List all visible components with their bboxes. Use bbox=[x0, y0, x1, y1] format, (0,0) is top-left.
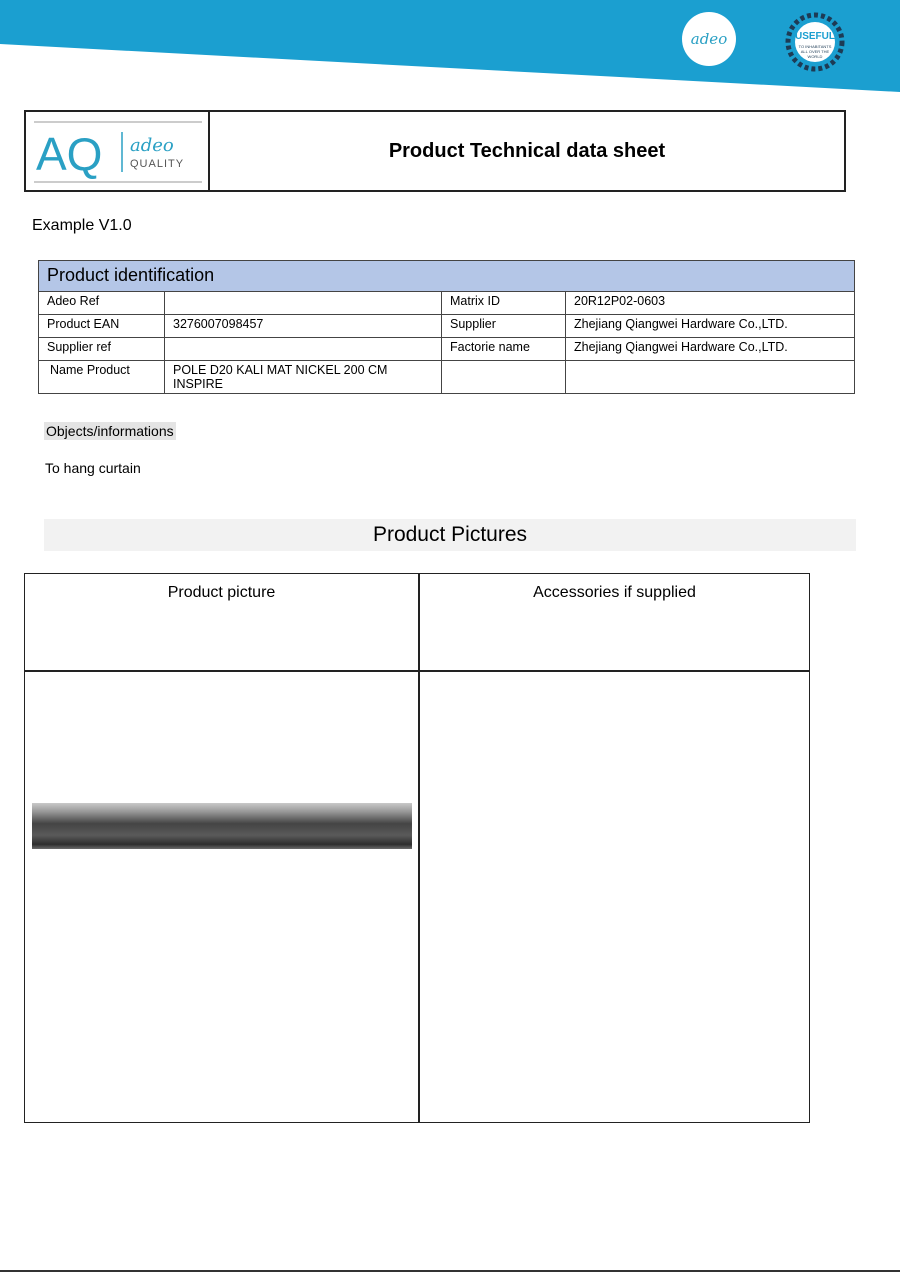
field-label: Adeo Ref bbox=[39, 292, 165, 315]
row-divider bbox=[25, 670, 809, 672]
field-label: Matrix ID bbox=[442, 292, 566, 315]
svg-text:USEFUL: USEFUL bbox=[795, 31, 835, 42]
field-value: 20R12P02-0603 bbox=[566, 292, 855, 315]
aq-logo-graphic bbox=[32, 120, 204, 184]
product-pictures-table bbox=[24, 573, 810, 1123]
product-picture-header: Product picture bbox=[167, 584, 276, 601]
table-row bbox=[39, 338, 855, 361]
identification-header-row bbox=[39, 261, 855, 292]
adeo-badge-logo: adeo bbox=[682, 12, 736, 66]
svg-text:AQ: AQ bbox=[36, 128, 103, 180]
field-value: POLE D20 KALI MAT NICKEL 200 CM INSPIRE bbox=[165, 361, 442, 394]
field-value: Zhejiang Qiangwei Hardware Co.,LTD. bbox=[566, 315, 855, 338]
field-value: 3276007098457 bbox=[165, 315, 442, 338]
svg-text:ALL OVER THE: ALL OVER THE bbox=[800, 49, 830, 54]
table-row bbox=[39, 315, 855, 338]
product-pictures-heading bbox=[44, 519, 856, 551]
field-value bbox=[566, 361, 855, 394]
page-bottom-rule bbox=[0, 1270, 900, 1272]
accessories-header: Accessories if supplied bbox=[533, 584, 696, 601]
field-label: Name Product bbox=[39, 361, 165, 394]
objects-text: To hang curtain bbox=[45, 460, 141, 476]
svg-text:QUALITY: QUALITY bbox=[130, 158, 185, 170]
svg-text:adeo: adeo bbox=[130, 135, 174, 156]
product-pictures-title: Product Pictures bbox=[372, 523, 528, 546]
useful-badge-logo bbox=[785, 12, 845, 72]
field-label: Product EAN bbox=[39, 315, 165, 338]
field-value bbox=[165, 292, 442, 315]
product-identification-table bbox=[38, 260, 855, 394]
svg-text:TO INHABITANTS: TO INHABITANTS bbox=[798, 44, 832, 49]
column-divider bbox=[418, 574, 420, 1122]
field-label: Supplier ref bbox=[39, 338, 165, 361]
table-row bbox=[39, 292, 855, 315]
field-value: Zhejiang Qiangwei Hardware Co.,LTD. bbox=[566, 338, 855, 361]
version-label: Example V1.0 bbox=[32, 217, 132, 234]
identification-title: Product identification bbox=[39, 261, 855, 292]
header-box bbox=[24, 110, 846, 192]
document-title: Product Technical data sheet bbox=[388, 139, 666, 162]
table-row bbox=[39, 361, 855, 394]
field-value bbox=[165, 338, 442, 361]
top-banner bbox=[0, 0, 900, 100]
field-label: Supplier bbox=[442, 315, 566, 338]
field-label: Factorie name bbox=[442, 338, 566, 361]
svg-text:WORLD: WORLD bbox=[807, 54, 823, 59]
curtain-pole-image bbox=[32, 801, 412, 851]
adeo-quality-logo bbox=[26, 112, 210, 190]
field-label bbox=[442, 361, 566, 394]
objects-label: Objects/informations bbox=[46, 423, 174, 439]
